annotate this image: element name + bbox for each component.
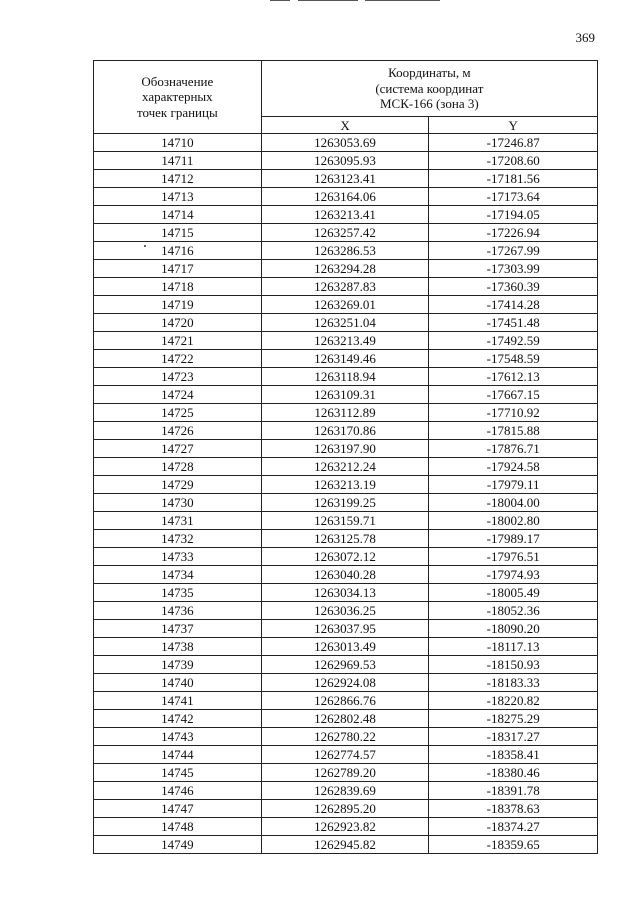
table-row	[94, 260, 598, 278]
table-row	[94, 710, 598, 728]
y-coordinate-cell: -18378.63	[429, 800, 598, 818]
x-coordinate-cell: 1263034.13	[261, 584, 429, 602]
y-coordinate-cell: -17979.11	[429, 476, 598, 494]
table-row	[94, 224, 598, 242]
table-row	[94, 548, 598, 566]
x-coordinate-cell: 1263213.49	[261, 332, 429, 350]
x-coordinate-cell: 1263213.41	[261, 206, 429, 224]
y-coordinate-cell: -17226.94	[429, 224, 598, 242]
point-id-cell: 14734	[94, 566, 262, 584]
point-id-cell: 14742	[94, 710, 262, 728]
y-coordinate-cell: -17303.99	[429, 260, 598, 278]
table-row	[94, 782, 598, 800]
x-coordinate-cell: 1263149.46	[261, 350, 429, 368]
y-coordinate-cell: -18220.82	[429, 692, 598, 710]
y-coordinate-cell: -18374.27	[429, 818, 598, 836]
x-coordinate-cell: 1263037.95	[261, 620, 429, 638]
table-row	[94, 476, 598, 494]
y-coordinate-cell: -17246.87	[429, 134, 598, 152]
y-coordinate-cell: -17492.59	[429, 332, 598, 350]
x-coordinate-cell: 1262923.82	[261, 818, 429, 836]
x-coordinate-cell: 1262774.57	[261, 746, 429, 764]
x-coordinate-cell: 1262802.48	[261, 710, 429, 728]
point-id-cell: 14725	[94, 404, 262, 422]
y-coordinate-cell: -18183.33	[429, 674, 598, 692]
y-coordinate-cell: -18117.13	[429, 638, 598, 656]
point-id-cell: 14727	[94, 440, 262, 458]
x-coordinate-cell: 1263287.83	[261, 278, 429, 296]
table-row	[94, 368, 598, 386]
point-id-cell: 14715	[94, 224, 262, 242]
x-coordinate-cell: 1262924.08	[261, 674, 429, 692]
table-row	[94, 404, 598, 422]
point-id-cell: 14729	[94, 476, 262, 494]
x-coordinate-cell: 1263170.86	[261, 422, 429, 440]
x-coordinate-cell: 1262866.76	[261, 692, 429, 710]
y-coordinate-cell: -17612.13	[429, 368, 598, 386]
table-row	[94, 350, 598, 368]
point-id-cell: 14748	[94, 818, 262, 836]
top-scan-marks	[270, 0, 440, 3]
y-coordinate-cell: -17414.28	[429, 296, 598, 314]
x-coordinate-cell: 1263125.78	[261, 530, 429, 548]
table-row	[94, 134, 598, 152]
x-coordinate-cell: 1263095.93	[261, 152, 429, 170]
point-id-cell: 14717	[94, 260, 262, 278]
x-coordinate-cell: 1263294.28	[261, 260, 429, 278]
x-coordinate-cell: 1262945.82	[261, 836, 429, 854]
point-id-cell: 14737	[94, 620, 262, 638]
table-row	[94, 386, 598, 404]
header-point-line: характерных	[142, 89, 213, 105]
point-id-cell: 14745	[94, 764, 262, 782]
table-row	[94, 746, 598, 764]
point-id-cell: 14718	[94, 278, 262, 296]
table-row	[94, 584, 598, 602]
table-row	[94, 152, 598, 170]
header-coords-line: Координаты, м	[388, 65, 471, 81]
point-id-cell: 14736	[94, 602, 262, 620]
point-id-cell: 14735	[94, 584, 262, 602]
x-coordinate-cell: 1262895.20	[261, 800, 429, 818]
point-id-cell: 14730	[94, 494, 262, 512]
y-coordinate-cell: -17924.58	[429, 458, 598, 476]
point-id-cell: 14732	[94, 530, 262, 548]
x-coordinate-cell: 1263013.49	[261, 638, 429, 656]
header-y: Y	[429, 117, 598, 134]
y-coordinate-cell: -18359.65	[429, 836, 598, 854]
y-coordinate-cell: -18317.27	[429, 728, 598, 746]
y-coordinate-cell: -18052.36	[429, 602, 598, 620]
point-id-cell: 14728	[94, 458, 262, 476]
table-row	[94, 422, 598, 440]
point-id-cell: 14747	[94, 800, 262, 818]
table-row	[94, 440, 598, 458]
table-row	[94, 566, 598, 584]
x-coordinate-cell: 1262839.69	[261, 782, 429, 800]
point-id-cell: 14723	[94, 368, 262, 386]
point-id-cell: 14716	[94, 242, 262, 260]
table-row	[94, 206, 598, 224]
point-id-cell: 14714	[94, 206, 262, 224]
x-coordinate-cell: 1263053.69	[261, 134, 429, 152]
table-row	[94, 278, 598, 296]
point-id-cell: 14713	[94, 188, 262, 206]
header-coordinates	[261, 61, 597, 117]
table-row	[94, 530, 598, 548]
header-coords-line: МСК-166 (зона 3)	[380, 96, 479, 112]
coordinates-table	[93, 60, 598, 854]
x-coordinate-cell: 1263251.04	[261, 314, 429, 332]
y-coordinate-cell: -17208.60	[429, 152, 598, 170]
x-coordinate-cell: 1263036.25	[261, 602, 429, 620]
table-row	[94, 800, 598, 818]
table-row	[94, 764, 598, 782]
y-coordinate-cell: -17173.64	[429, 188, 598, 206]
y-coordinate-cell: -17710.92	[429, 404, 598, 422]
header-point-line: точек границы	[136, 104, 218, 120]
table-body	[94, 134, 598, 854]
x-coordinate-cell: 1263159.71	[261, 512, 429, 530]
point-id-cell: 14711	[94, 152, 262, 170]
table-row	[94, 728, 598, 746]
x-coordinate-cell: 1263123.41	[261, 170, 429, 188]
y-coordinate-cell: -17360.39	[429, 278, 598, 296]
y-coordinate-cell: -18002.80	[429, 512, 598, 530]
x-coordinate-cell: 1263199.25	[261, 494, 429, 512]
point-id-cell: 14738	[94, 638, 262, 656]
table-row	[94, 620, 598, 638]
table-row	[94, 494, 598, 512]
x-coordinate-cell: 1263197.90	[261, 440, 429, 458]
table-row	[94, 602, 598, 620]
x-coordinate-cell: 1263164.06	[261, 188, 429, 206]
y-coordinate-cell: -18391.78	[429, 782, 598, 800]
table-row	[94, 818, 598, 836]
y-coordinate-cell: -18004.00	[429, 494, 598, 512]
x-coordinate-cell: 1263112.89	[261, 404, 429, 422]
point-id-cell: 14744	[94, 746, 262, 764]
table-row	[94, 188, 598, 206]
header-coords-line: (система координат	[375, 80, 484, 96]
point-id-cell: 14722	[94, 350, 262, 368]
y-coordinate-cell: -17194.05	[429, 206, 598, 224]
y-coordinate-cell: -17976.51	[429, 548, 598, 566]
table-row	[94, 692, 598, 710]
x-coordinate-cell: 1263072.12	[261, 548, 429, 566]
point-id-cell: 14720	[94, 314, 262, 332]
header-x: X	[261, 117, 429, 134]
y-coordinate-cell: -17667.15	[429, 386, 598, 404]
point-id-cell: 14733	[94, 548, 262, 566]
point-id-cell: 14710	[94, 134, 262, 152]
point-id-cell: 14740	[94, 674, 262, 692]
header-point-line: Обозначение	[141, 73, 214, 89]
point-id-cell: 14739	[94, 656, 262, 674]
table-row	[94, 332, 598, 350]
point-id-cell: 14746	[94, 782, 262, 800]
point-id-cell: 14721	[94, 332, 262, 350]
table-row	[94, 836, 598, 854]
table-row	[94, 170, 598, 188]
point-id-cell: 14726	[94, 422, 262, 440]
point-id-cell: 14712	[94, 170, 262, 188]
x-coordinate-cell: 1263269.01	[261, 296, 429, 314]
x-coordinate-cell: 1263257.42	[261, 224, 429, 242]
y-coordinate-cell: -18275.29	[429, 710, 598, 728]
page-number: 369	[575, 30, 595, 45]
header-point-designation	[94, 61, 262, 134]
y-coordinate-cell: -17815.88	[429, 422, 598, 440]
y-coordinate-cell: -17876.71	[429, 440, 598, 458]
point-id-cell: 14749	[94, 836, 262, 854]
y-coordinate-cell: -18358.41	[429, 746, 598, 764]
table-row	[94, 512, 598, 530]
y-coordinate-cell: -17974.93	[429, 566, 598, 584]
table-row	[94, 296, 598, 314]
x-coordinate-cell: 1263212.24	[261, 458, 429, 476]
x-coordinate-cell: 1263286.53	[261, 242, 429, 260]
table-row	[94, 242, 598, 260]
y-coordinate-cell: -17451.48	[429, 314, 598, 332]
x-coordinate-cell: 1263213.19	[261, 476, 429, 494]
y-coordinate-cell: -17989.17	[429, 530, 598, 548]
y-coordinate-cell: -17267.99	[429, 242, 598, 260]
y-coordinate-cell: -17181.56	[429, 170, 598, 188]
point-id-cell: 14724	[94, 386, 262, 404]
x-coordinate-cell: 1263040.28	[261, 566, 429, 584]
x-coordinate-cell: 1263118.94	[261, 368, 429, 386]
x-coordinate-cell: 1262780.22	[261, 728, 429, 746]
table-row	[94, 638, 598, 656]
table-row	[94, 458, 598, 476]
point-id-cell: 14741	[94, 692, 262, 710]
x-coordinate-cell: 1262789.20	[261, 764, 429, 782]
table-row	[94, 314, 598, 332]
x-coordinate-cell: 1262969.53	[261, 656, 429, 674]
point-id-cell: 14731	[94, 512, 262, 530]
y-coordinate-cell: -18150.93	[429, 656, 598, 674]
x-coordinate-cell: 1263109.31	[261, 386, 429, 404]
table-row	[94, 674, 598, 692]
y-coordinate-cell: -18005.49	[429, 584, 598, 602]
point-id-cell: 14743	[94, 728, 262, 746]
y-coordinate-cell: -18380.46	[429, 764, 598, 782]
y-coordinate-cell: -18090.20	[429, 620, 598, 638]
y-coordinate-cell: -17548.59	[429, 350, 598, 368]
point-id-cell: 14719	[94, 296, 262, 314]
table-row	[94, 656, 598, 674]
